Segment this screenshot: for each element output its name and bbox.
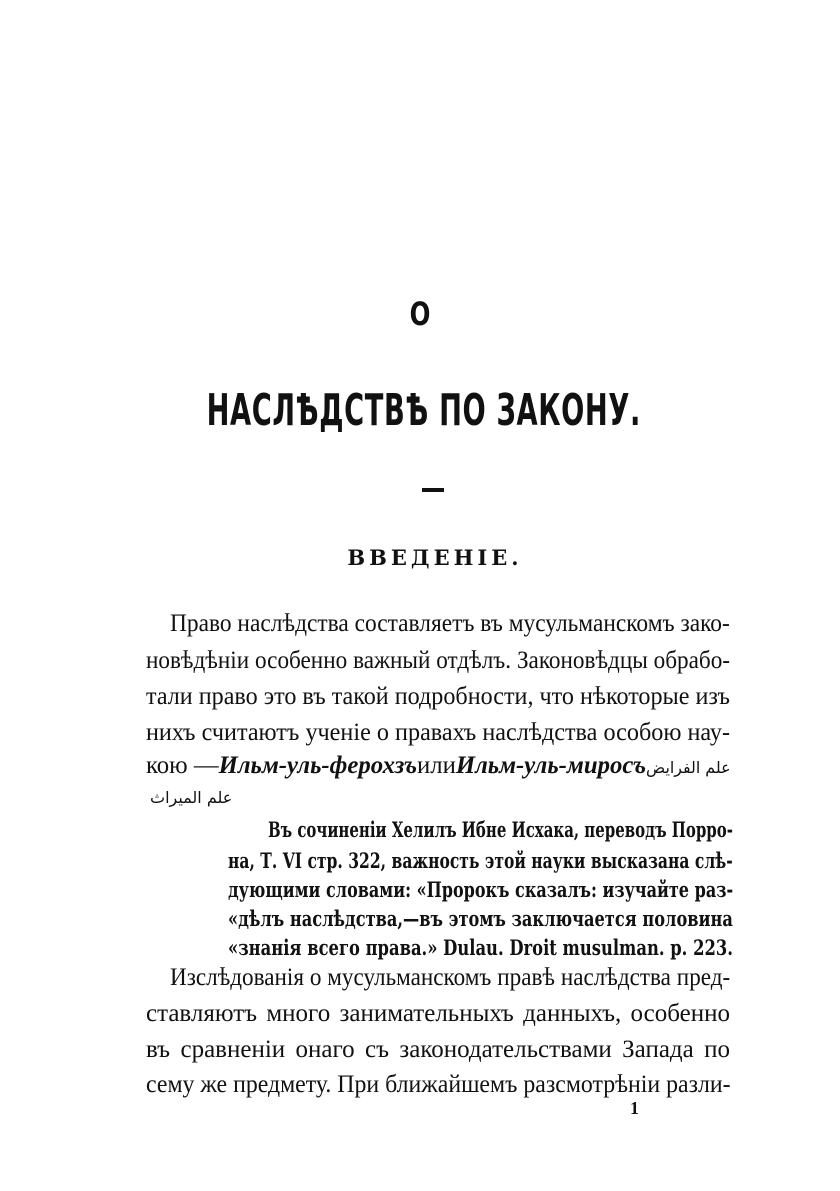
paragraph-line: въ сравненіи онаго съ законодательствами Запада по: [146, 1036, 730, 1063]
footnote-line: «дѣлъ наслѣдства,—въ этомъ заключается половина: [228, 906, 733, 931]
arabic-term-faraid: علم الفرايض: [646, 758, 731, 777]
paragraph-line: Право наслѣдства составляетъ въ мусульманскомъ зако-: [170, 610, 730, 637]
footnote-line: «знанія всего права.» Dulau. Droit musulman. p. 223.: [228, 935, 733, 960]
footnote-line: Въ сочиненіи Хелилъ Ибне Исхака, переводъ Порро-: [268, 817, 733, 842]
footnote-line: дующими словами: «Пророкъ сказалъ: изучайте раз-: [228, 877, 734, 902]
line-start: кою —: [146, 752, 219, 779]
paragraph-line: тали право это въ такой подробности, что нѣкоторые изъ: [146, 683, 731, 710]
chapter-title: НАСЛѢДСТВѢ ПО ЗАКОНУ.: [206, 385, 642, 436]
title-separator: [422, 488, 444, 492]
paragraph-line-terms: [146, 752, 730, 780]
conjunction: или: [416, 752, 456, 779]
term-ilm-ul-miros: Ильм-уль-миросъ: [455, 752, 647, 779]
heading-preposition: О: [409, 295, 431, 333]
paragraph-line: ставляютъ много занимательныхъ данныхъ, особенно: [146, 1000, 730, 1027]
paragraph-line: сему же предмету. При ближайшемъ разсмотрѣніи разли-: [146, 1071, 731, 1098]
term-ilm-ul-feroiz: Ильм-уль-ферохзъ: [218, 752, 417, 779]
paragraph-line: новѣдѣніи особенно важный отдѣлъ. Законовѣдцы обрабо-: [146, 647, 731, 674]
arabic-term-miras: علم الميراث: [150, 788, 233, 807]
paragraph-line: Изслѣдованія о мусульманскомъ правѣ наслѣдства пред-: [170, 964, 731, 991]
page-number: 1: [630, 1098, 639, 1118]
section-subtitle: ВВЕДЕНІЕ.: [347, 545, 523, 570]
paragraph-line: нихъ считаютъ ученіе о правахъ наслѣдства особою нау-: [146, 719, 731, 746]
footnote-line: на, Т. VI стр. 322, важность этой науки высказана слѣ-: [228, 848, 733, 873]
